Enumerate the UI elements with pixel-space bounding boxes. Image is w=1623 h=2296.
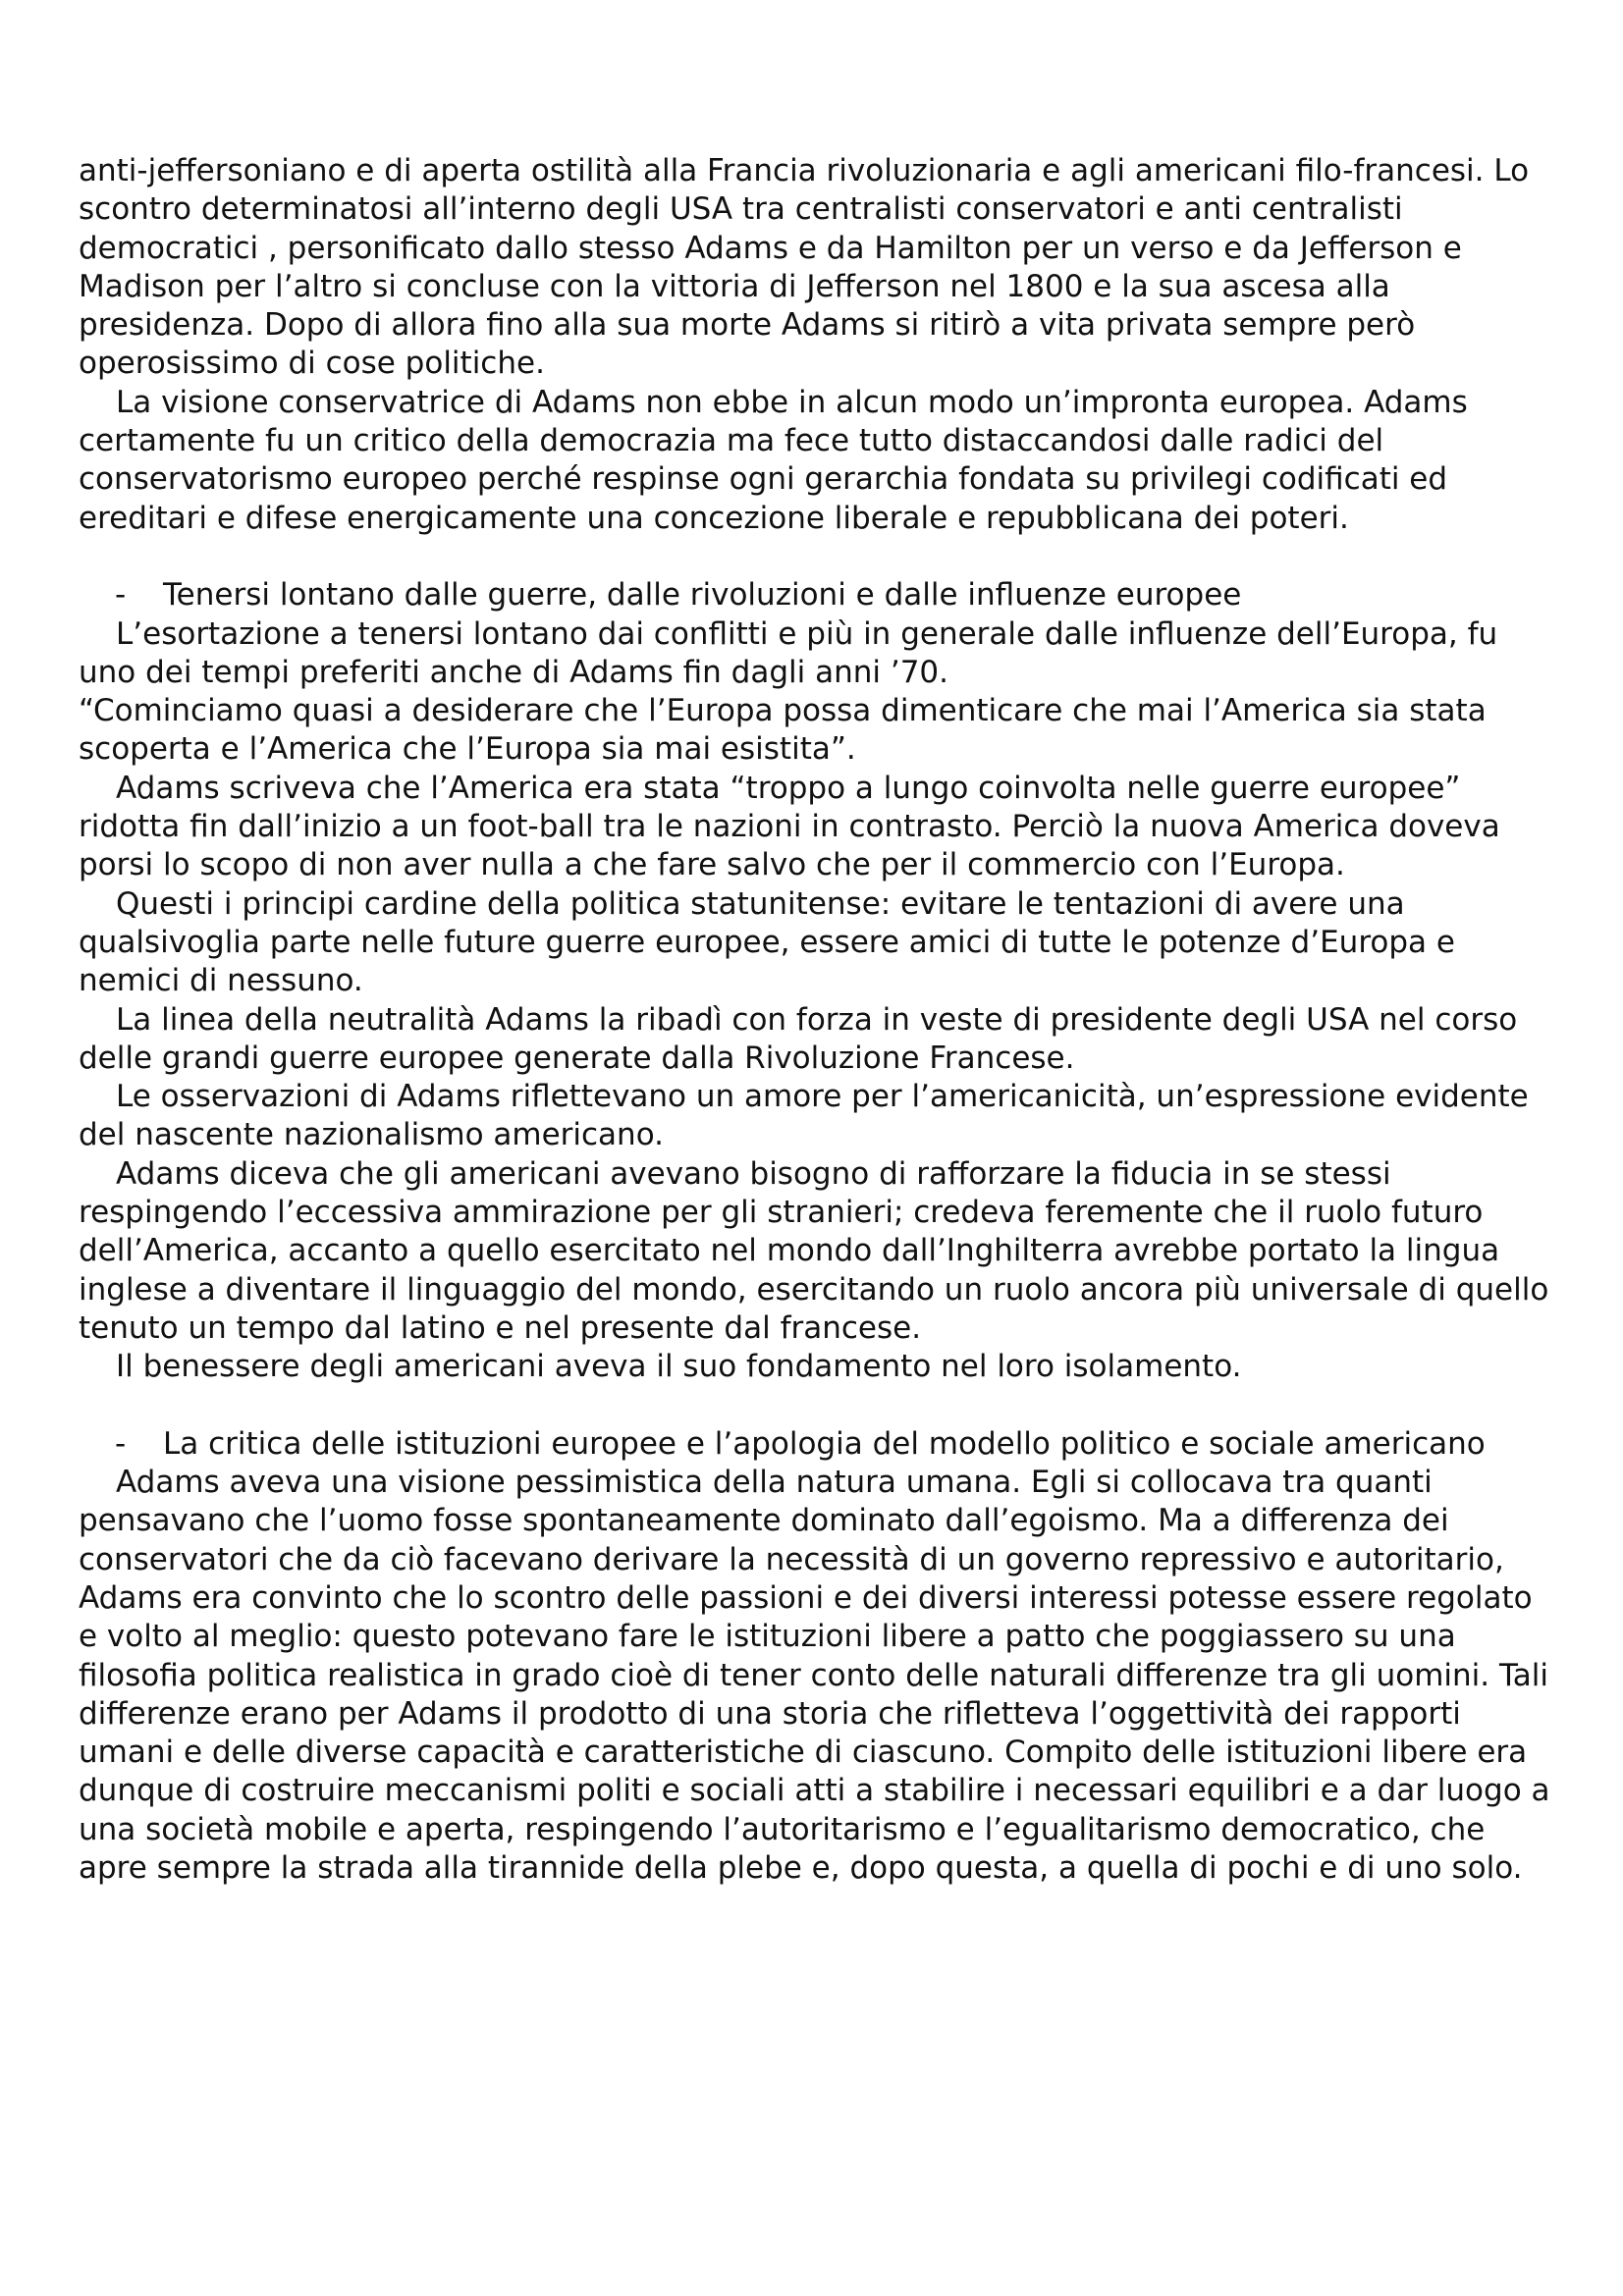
section-heading-text: Tenersi lontano dalle guerre, dalle rivoluzioni e dalle influenze europee [163, 577, 1242, 614]
paragraph: anti-jeffersoniano e di aperta ostilità alla Francia rivoluzionaria e agli americani filo-francesi. Lo scontro determinatosi all’interno degli USA tra centralisti conservatori e anti centralisti democratici , personificato dallo stesso Adams e da Hamilton per un verso e da Jefferson e Madison per l’altro si concluse con la vittoria di Jefferson nel 1800 e la sua ascesa alla presidenza. Dopo di allora fino alla sua morte Adams si ritirò a vita privata sempre però operosissimo di cose politiche. [79, 153, 1530, 382]
quote-paragraph: “Cominciamo quasi a desiderare che l’Europa possa dimenticare che mai l’America sia stata scoperta e l’America che l’Europa sia mai esistita”. [79, 693, 1487, 768]
paragraph: Il benessere degli americani aveva il suo fondamento nel loro isolamento. [116, 1349, 1242, 1385]
paragraph: Le osservazioni di Adams riflettevano un amore per l’americanicità, un’espressione evidente del nascente nazionalismo americano. [79, 1079, 1529, 1153]
paragraph-spacer [79, 538, 1551, 576]
paragraph: Adams aveva una visione pessimistica della natura umana. Egli si collocava tra quanti pensavano che l’uomo fosse spontaneamente dominato dall’egoismo. Ma a differenza dei conservatori che da ciò facevano derivare la necessità di un governo repressivo e autoritario, Adams era convinto che lo scontro delle passioni e dei diversi interessi potesse essere regolato e volto al meglio: questo potevano fare le istituzioni libere a patto che poggiassero su una filosofia politica realistica in grado cioè di tener conto delle naturali differenze tra gli uomini. Tali differenze erano per Adams il prodotto di una storia che rifletteva l’oggettività dei rapporti umani e delle diverse capacità e caratteristiche di ciascuno. Compito delle istituzioni libere era dunque di costruire meccanismi politi e sociali atti a stabilire i necessari equilibri e a dar luogo a una società mobile e aperta, respingendo l’autoritarismo e l’egualitarismo democratico, che apre sempre la strada alla tirannide della plebe e, dopo questa, a quella di pochi e di uno solo. [79, 1465, 1550, 1887]
bullet-dash: - [115, 577, 127, 614]
paragraph: Adams scriveva che l’America era stata “troppo a lungo coinvolta nelle guerre europee” ridotta fin dall’inizio a un foot-ball tra le nazioni in contrasto. Perciò la nuova America doveva porsi lo scopo di non aver nulla a che fare salvo che per il commercio con l’Europa. [79, 770, 1500, 883]
section-heading-text: La critica delle istituzioni europee e l’apologia del modello politico e sociale americano [163, 1425, 1486, 1462]
paragraph-spacer [79, 1387, 1551, 1425]
section-heading-bullet [79, 1425, 1551, 1464]
paragraph: La visione conservatrice di Adams non ebbe in alcun modo un’impronta europea. Adams certamente fu un critico della democrazia ma fece tutto distaccandosi dalle radici del conservatorismo europeo perché respinse ogni gerarchia fondata su privilegi codificati ed ereditari e difese energicamente una concezione liberale e repubblicana dei poteri. [79, 384, 1468, 536]
document-body [79, 152, 1551, 1888]
paragraph: La linea della neutralità Adams la ribadì con forza in veste di presidente degli USA nel corso delle grandi guerre europee generate dalla Rivoluzione Francese. [79, 1001, 1518, 1076]
paragraph: Questi i principi cardine della politica statunitense: evitare le tentazioni di avere una qualsivoglia parte nelle future guerre europee, essere amici di tutte le potenze d’Europa e nemici di nessuno. [79, 885, 1455, 999]
paragraph: L’esortazione a tenersi lontano dai conflitti e più in generale dalle influenze dell’Europa, fu uno dei tempi preferiti anche di Adams fin dagli anni ’70. [79, 615, 1498, 690]
bullet-dash: - [115, 1425, 127, 1462]
paragraph: Adams diceva che gli americani avevano bisogno di rafforzare la fiducia in se stessi respingendo l’eccessiva ammirazione per gli stranieri; credeva feremente che il ruolo futuro dell’America, accanto a quello esercitato nel mondo dall’Inghilterra avrebbe portato la lingua inglese a diventare il linguaggio del mondo, esercitando un ruolo ancora più universale di quello tenuto un tempo dal latino e nel presente dal francese. [79, 1155, 1549, 1346]
section-heading-bullet [79, 576, 1551, 614]
